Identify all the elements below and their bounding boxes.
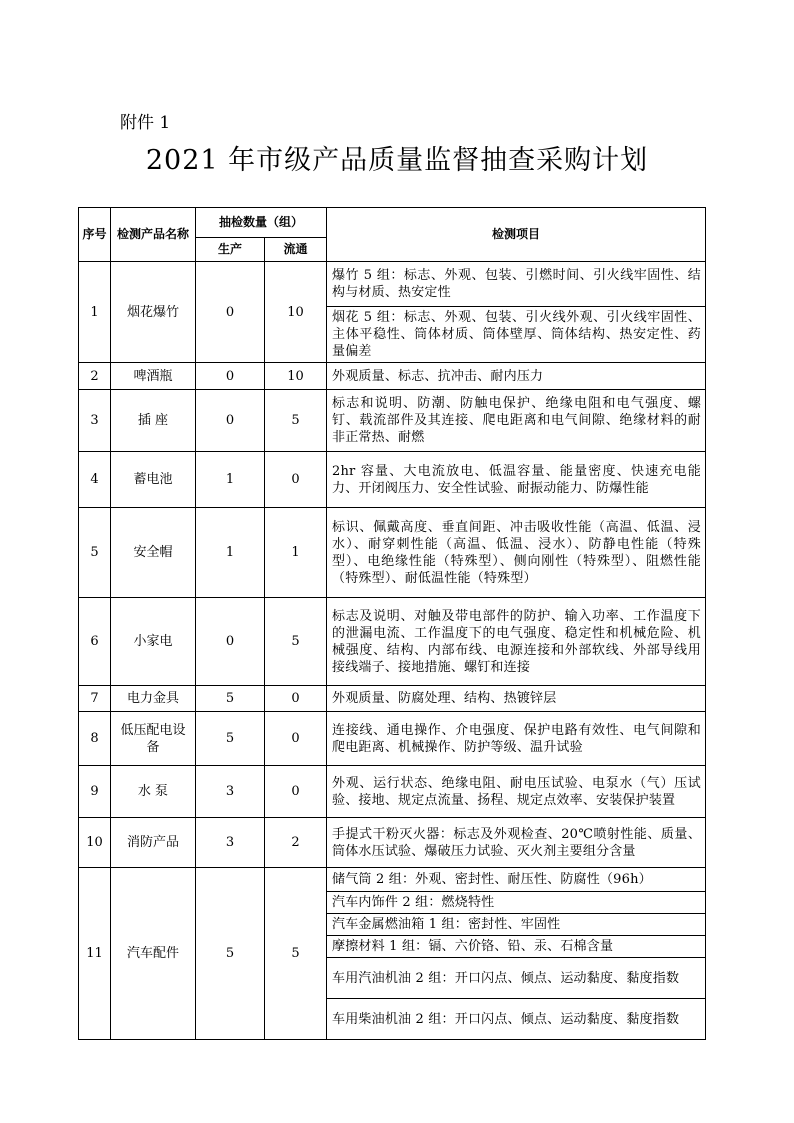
row-item: 外观、运行状态、绝缘电阻、耐电压试验、电泵水（气）压试验、接地、规定点流量、扬程、规定点效率、安装保护装置 [327,766,706,818]
row-seq: 11 [79,868,111,1040]
row-production: 5 [196,712,265,766]
header-circulation: 流通 [265,238,327,262]
row-production: 1 [196,508,265,598]
row-item: 储气筒 2 组：外观、密封性、耐压性、防腐性（96h） [327,868,706,892]
header-items: 检测项目 [327,208,706,262]
row-production: 0 [196,363,265,390]
row-production: 5 [196,686,265,712]
row-circulation: 5 [265,868,327,1040]
row-circulation: 0 [265,766,327,818]
row-product: 啤酒瓶 [111,363,196,390]
row-seq: 6 [79,598,111,686]
table-row [79,818,706,868]
row-item: 摩擦材料 1 组：镉、六价铬、铅、汞、石棉含量 [327,936,706,958]
row-item: 烟花 5 组：标志、外观、包装、引火线外观、引火线牢固性、主体平稳性、筒体材质、筒体壁厚、筒体结构、热安定性、药量偏差 [327,307,706,363]
procurement-plan-table [78,207,706,1040]
header-quantity: 抽检数量（组） [196,208,327,238]
row-product: 低压配电设备 [111,712,196,766]
row-item: 爆竹 5 组：标志、外观、包装、引燃时间、引火线牢固性、结构与材质、热安定性 [327,262,706,307]
row-circulation: 5 [265,390,327,452]
row-production: 0 [196,598,265,686]
row-circulation: 0 [265,712,327,766]
row-item: 手提式干粉灭火器：标志及外观检查、20℃喷射性能、质量、筒体水压试验、爆破压力试验、灭火剂主要组分含量 [327,818,706,868]
table-row [79,452,706,508]
row-circulation: 2 [265,818,327,868]
row-seq: 10 [79,818,111,868]
row-production: 3 [196,818,265,868]
attachment-label: 附件 1 [120,113,171,133]
row-item: 外观质量、标志、抗冲击、耐内压力 [327,363,706,390]
row-product: 电力金具 [111,686,196,712]
row-seq: 3 [79,390,111,452]
row-product: 安全帽 [111,508,196,598]
row-product: 水 泵 [111,766,196,818]
row-product: 汽车配件 [111,868,196,1040]
table-row [79,766,706,818]
header-product: 检测产品名称 [111,208,196,262]
row-production: 3 [196,766,265,818]
row-product: 蓄电池 [111,452,196,508]
row-product: 消防产品 [111,818,196,868]
row-seq: 8 [79,712,111,766]
row-circulation: 0 [265,686,327,712]
table-row [79,868,706,892]
row-seq: 4 [79,452,111,508]
table-row [79,363,706,390]
row-seq: 7 [79,686,111,712]
row-circulation: 1 [265,508,327,598]
row-item: 汽车内饰件 2 组：燃烧特性 [327,892,706,914]
header-seq: 序号 [79,208,111,262]
row-item: 汽车金属燃油箱 1 组：密封性、牢固性 [327,914,706,936]
row-circulation: 10 [265,262,327,363]
row-item: 2hr 容量、大电流放电、低温容量、能量密度、快速充电能力、开闭阀压力、安全性试验、耐振动能力、防爆性能 [327,452,706,508]
row-product: 小家电 [111,598,196,686]
row-product: 烟花爆竹 [111,262,196,363]
table-row [79,712,706,766]
row-item: 车用柴油机油 2 组：开口闪点、倾点、运动黏度、黏度指数 [327,999,706,1040]
row-item: 连接线、通电操作、介电强度、保护电路有效性、电气间隙和爬电距离、机械操作、防护等级、温升试验 [327,712,706,766]
row-production: 0 [196,390,265,452]
table-row [79,598,706,686]
row-seq: 9 [79,766,111,818]
row-circulation: 10 [265,363,327,390]
row-production: 1 [196,452,265,508]
row-seq: 5 [79,508,111,598]
row-seq: 1 [79,262,111,363]
row-production: 0 [196,262,265,363]
page-title: 2021 年市级产品质量监督抽查采购计划 [145,145,649,176]
table-row [79,390,706,452]
row-circulation: 5 [265,598,327,686]
row-item: 标识、佩戴高度、垂直间距、冲击吸收性能（高温、低温、浸水）、耐穿刺性能（高温、低温、浸水）、防静电性能（特殊型）、电绝缘性能（特殊型）、侧向刚性（特殊型）、阻燃性能（特殊型）、耐低温性能（特殊型） [327,508,706,598]
table-row [79,262,706,307]
row-production: 5 [196,868,265,1040]
row-item: 标志和说明、防潮、防触电保护、绝缘电阻和电气强度、螺钉、载流部件及其连接、爬电距离和电气间隙、绝缘材料的耐非正常热、耐燃 [327,390,706,452]
row-item: 外观质量、防腐处理、结构、热镀锌层 [327,686,706,712]
header-production: 生产 [196,238,265,262]
table-row [79,508,706,598]
row-seq: 2 [79,363,111,390]
row-item: 标志及说明、对触及带电部件的防护、输入功率、工作温度下的泄漏电流、工作温度下的电气强度、稳定性和机械危险、机械强度、结构、内部布线、电源连接和外部软线、外部导线用接线端子、接地措施、螺钉和连接 [327,598,706,686]
header-row [79,208,706,238]
table-row [79,686,706,712]
row-circulation: 0 [265,452,327,508]
row-item: 车用汽油机油 2 组：开口闪点、倾点、运动黏度、黏度指数 [327,958,706,999]
row-product: 插 座 [111,390,196,452]
